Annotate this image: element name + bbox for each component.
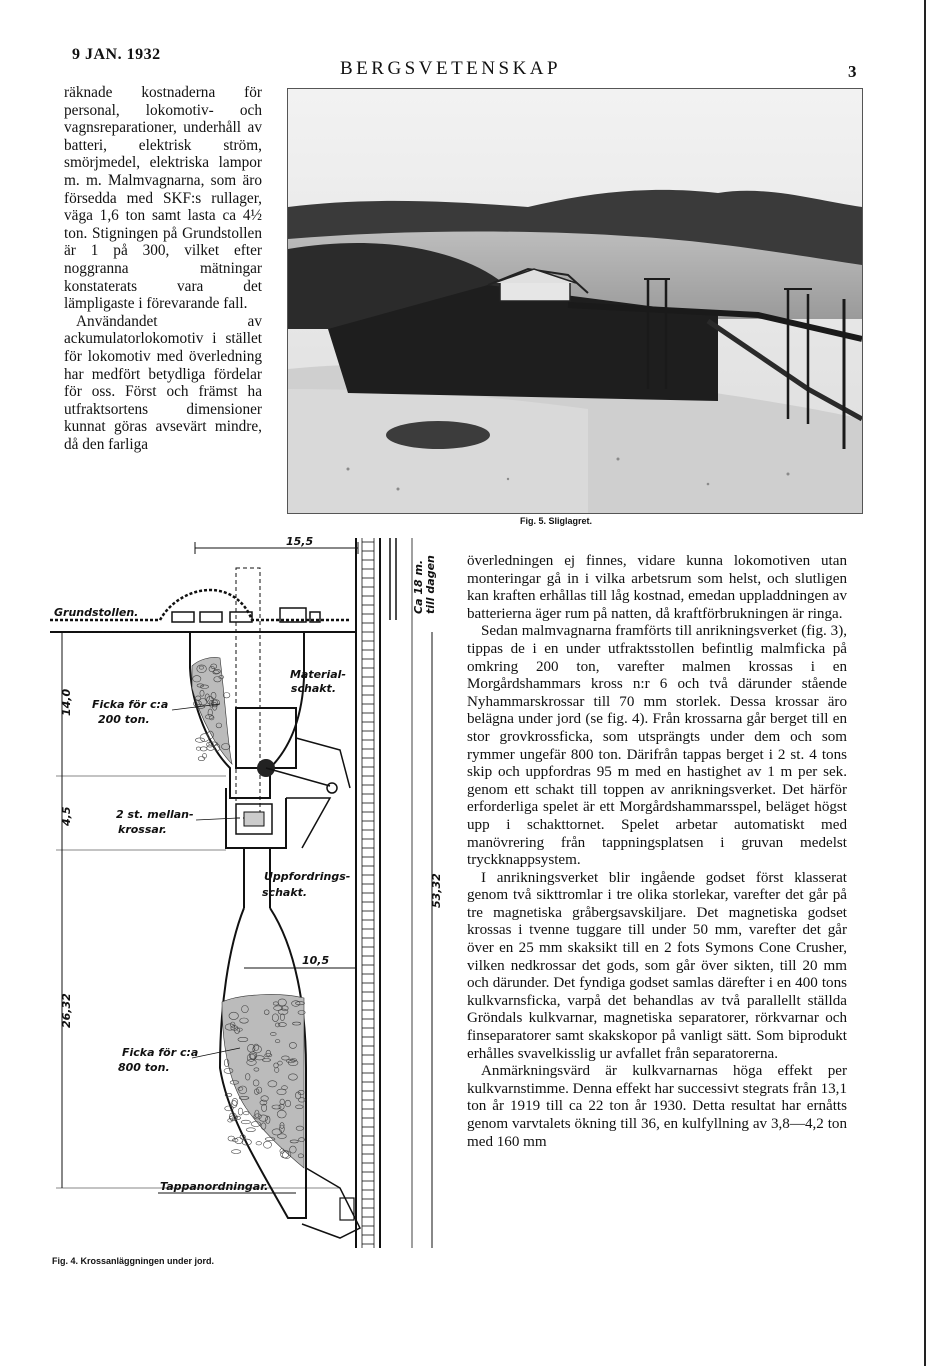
figure-4-diagram (40, 528, 460, 1268)
sliglagret-photo-image (288, 89, 862, 513)
right-paragraph-2: Sedan malmvagnarna framförts till anrikningsverket (fig. 3), tippas de i en under utfraktsstollen befintlig malmficka på omkring 200 ton, varefter malmen krossas i en Morgårdshammars kross n:r 6 och två därunder stående Nyhammarskrossar till 70 mm storlek. Dessa krossar äro belägna under jord (se fig. 4). Från krossarna går berget till en stor grovkrossficka, som utsprängts under dem och som rymmer ungefär 800 ton. Därifrån tappas berget i 2 st. 4 tons skip och uppfordras 95 m med en hastighet av 1 m per sek. genom ett schakt till toppen av anrikningsverket. Det härför erforderliga spelet är ett Morgårdshammarsspel, beläget högst upp i schakttornet. Spelet arbetar automatiskt med manövrering från tappningsplatsen i gruvan medelst tryckknappsystem. (467, 623, 847, 869)
uppfordrings-label-2: schakt. (262, 886, 308, 899)
dim-53-32: 53,32 (430, 873, 443, 908)
journal-title: BERGSVETENSKAP (340, 58, 562, 79)
mellankrossar-label-1: 2 st. mellan- (116, 808, 194, 821)
figure-5-caption: Fig. 5. Sliglagret. (520, 516, 593, 526)
tappanordningar-label: Tappanordningar. (160, 1180, 269, 1193)
page-edge-line (924, 0, 926, 1366)
left-paragraph-2: Användandet av ackumulatorlokomotiv i stället för lokomotiv med överledning har medfört betydliga fördelar för oss. Först och främst ha utfraktsortens dimensioner kunnat göras avsevärt mindre, då den farliga (64, 312, 262, 453)
right-column (467, 553, 847, 1151)
right-paragraph-1: överledningen ej finnes, vidare kunna lokomotiven utan monteringar gå in i vilka arbetsrum som helst, och slutligen kan kraften erhållas till låg kostnad, emedan uppladdningen av batterierna äger rum på natten, då kraftförbrukningen är ringa. (467, 553, 847, 622)
figure-5-photo (287, 88, 863, 514)
ficka-200-label-1: Ficka för c:a (92, 698, 169, 711)
crushing-plant-section-drawing (40, 528, 460, 1268)
header-date: 9 JAN. 1932 (72, 46, 161, 63)
figure-4-caption: Fig. 4. Krossanläggningen under jord. (52, 1256, 215, 1266)
left-column (64, 84, 262, 453)
material-schakt-label-1: Material- (289, 668, 346, 681)
dim-26-32: 26,32 (60, 993, 73, 1028)
ca-18-m-label: Ca 18 m. (412, 559, 425, 614)
ficka-200-label-2: 200 ton. (98, 713, 150, 726)
grundstollen-label: Grundstollen. (54, 606, 139, 619)
page-number: 3 (848, 62, 857, 81)
mellankrossar-label-2: krossar. (118, 823, 167, 836)
material-schakt-label-2: schakt. (290, 682, 336, 695)
right-paragraph-3: I anrikningsverket blir ingående godset först klasserat genom två sikttromlar i tre olika storlekar, varefter det går på tre magnetiska gråbergsavskiljare. Det magnetiska godset krossas i tvenne tuggare till under 50 mm, varefter det går över en 25 mm skaksikt till en 2 fots Symons Cone Crusher, vilken nedkrossar det gods, som går över sikten, till 20 mm och därunder. Det fyndiga godset samlas därefter i en 400 tons kulkvarnsficka, varpå det behandlas av två parallellt ställda Gröndals kulkvarnar, magnetiska separatorer, rörkvarnar och finseparatorer samt skakskopor på vanligt sätt. Som biprodukt erhålles svavelkisslig ur avfallet från separatorerna. (467, 869, 847, 1062)
ficka-800-label-1: Ficka för c:a (122, 1046, 199, 1059)
till-dagen-label: till dagen (424, 555, 437, 614)
dim-14-0: 14,0 (60, 688, 73, 716)
ficka-800-label-2: 800 ton. (118, 1061, 170, 1074)
uppfordrings-label-1: Uppfordrings- (264, 870, 351, 883)
right-paragraph-4: Anmärkningsvärd är kulkvarnarnas höga effekt per kulkvarnstimme. Denna effekt har successivt stegrats från 13,1 ton år 1919 till ca 22 ton år 1930. Detta resultat har ernåtts genom varvtalets ökning till 36, en kulfyllning av 3,8—4,2 ton med 160 mm (467, 1063, 847, 1150)
left-paragraph-1: räknade kostnaderna för personal, lokomotiv- och vagnsreparationer, underhåll av batteri, elektrisk ström, smörjmedel, elektriska lampor m. m. Malmvagnarna, som äro försedda med SKF:s rullager, väga 1,6 ton samt lasta ca 4½ ton. Stigningen på Grundstollen är 1 på 300, vilket efter noggranna mätningar konstaterats vara det lämpligaste i förevarande fall. (64, 84, 262, 313)
dim-4-5: 4,5 (60, 806, 73, 826)
dim-15-5: 15,5 (286, 535, 314, 548)
dim-10-5: 10,5 (302, 954, 330, 967)
